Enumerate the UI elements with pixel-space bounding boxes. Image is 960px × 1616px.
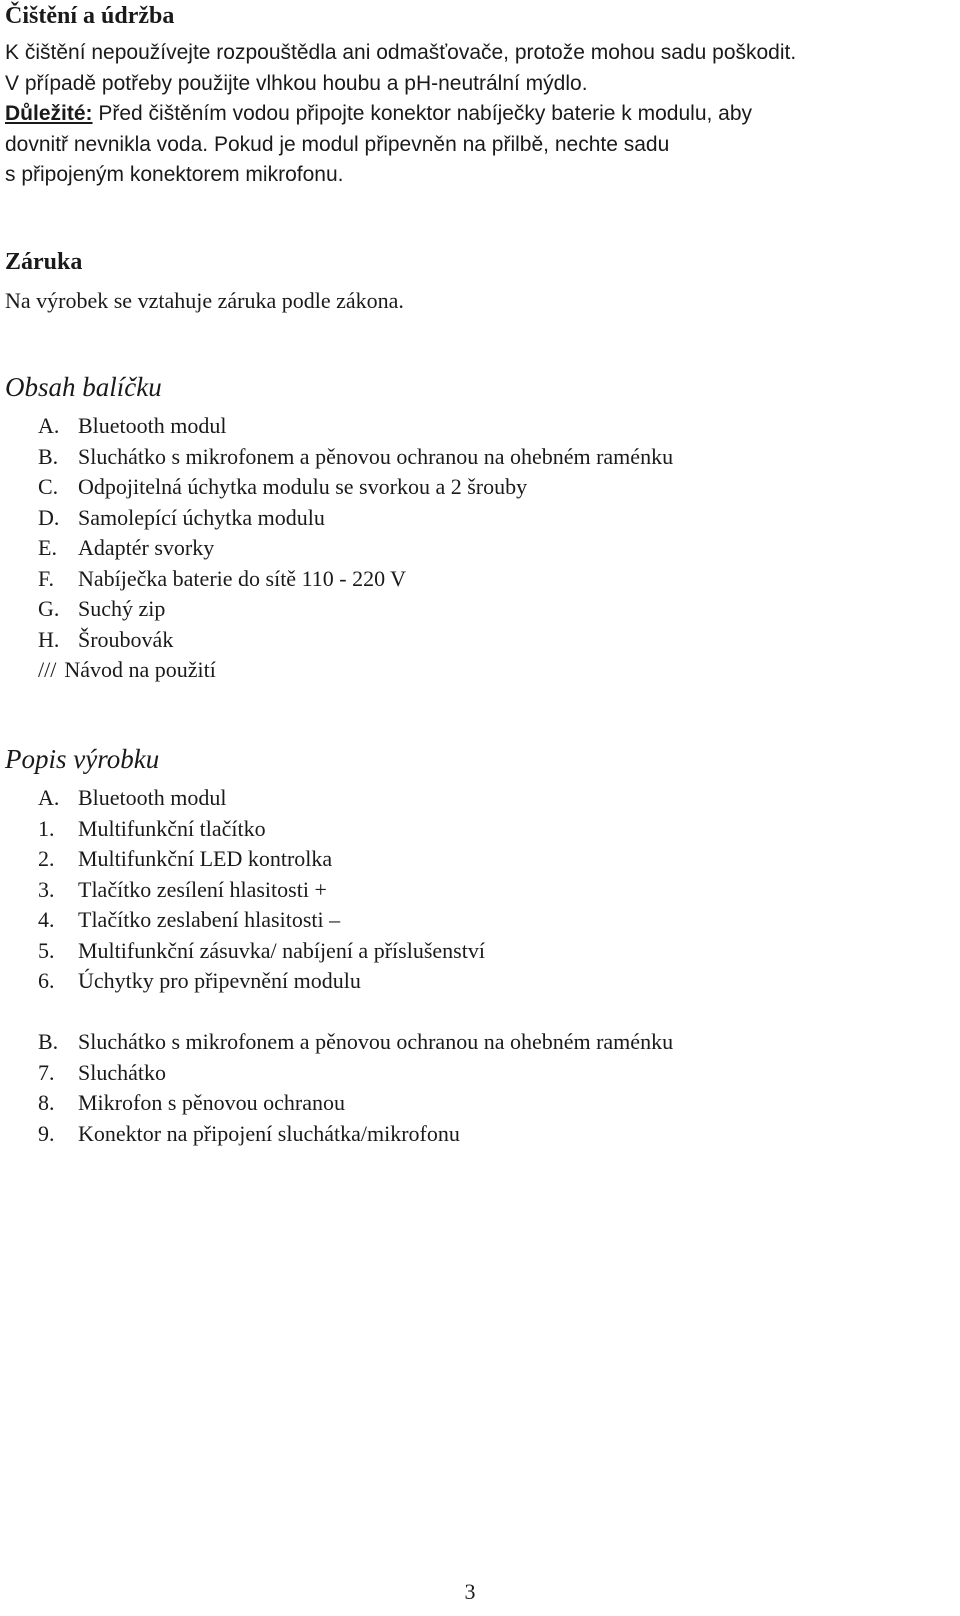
- list-item: 1. Multifunkční tlačítko: [38, 815, 266, 841]
- list-item: C. Odpojitelná úchytka modulu se svorkou a 2 šrouby: [38, 474, 528, 499]
- list-item: A. Bluetooth modul: [38, 413, 227, 438]
- list-item: D. Samolepící úchytka modulu: [38, 504, 325, 530]
- important-label: Důležité:: [5, 102, 93, 125]
- list-item: 9. Konektor na připojení sluchátka/mikrofonu: [38, 1120, 460, 1146]
- list-item: 3. Tlačítko zesílení hlasitosti +: [38, 876, 327, 902]
- list-item: 5. Multifunkční zásuvka/ nabíjení a příslušenství: [38, 937, 485, 963]
- cleaning-line-3: [5, 99, 796, 130]
- list-item: G. Suchý zip: [38, 596, 166, 621]
- description-title: Popis výrobku: [5, 744, 160, 774]
- list-item: 8. Mikrofon s pěnovou ochranou: [38, 1090, 346, 1115]
- list-item: 4. Tlačítko zeslabení hlasitosti –: [38, 907, 341, 932]
- warranty-title: Záruka: [5, 249, 83, 275]
- cleaning-line-3-rest: Před čištěním vodou připojte konektor nabíječky baterie k modulu, aby: [92, 102, 753, 125]
- cleaning-line-1: K čištění nepoužívejte rozpouštědla ani odmašťovače, protože mohou sadu poškodit.: [5, 41, 797, 64]
- cleaning-line-4: dovnitř nevnikla voda. Pokud je modul připevněn na přilbě, nechte sadu: [5, 132, 670, 156]
- list-item: 6. Úchytky pro připevnění modulu: [38, 968, 361, 993]
- cleaning-line-2: V případě potřeby použijte vlhkou houbu a pH-neutrální mýdlo.: [5, 71, 588, 95]
- list-item: F. Nabíječka baterie do sítě 110 - 220 V: [38, 565, 407, 591]
- cleaning-title: Čištění a údržba: [5, 3, 175, 29]
- list-item: A. Bluetooth modul: [38, 785, 227, 810]
- description-list-a: [38, 783, 485, 997]
- cleaning-paragraph: [5, 38, 796, 191]
- list-item: H. Šroubovák: [38, 626, 174, 652]
- description-list-b: [38, 1027, 673, 1149]
- list-item: 7. Sluchátko: [38, 1059, 166, 1085]
- list-item: 2. Multifunkční LED kontrolka: [38, 846, 333, 871]
- page-number: 3: [464, 1579, 476, 1604]
- list-item: B. Sluchátko s mikrofonem a pěnovou ochranou na ohebném raménku: [38, 1029, 674, 1054]
- warranty-text: [5, 286, 404, 317]
- list-item: B. Sluchátko s mikrofonem a pěnovou ochranou na ohebném raménku: [38, 443, 674, 469]
- package-title: Obsah balíčku: [5, 372, 162, 402]
- list-item: /// Návod na použití: [38, 657, 216, 682]
- package-list: [38, 411, 673, 686]
- cleaning-line-5: s připojeným konektorem mikrofonu.: [5, 163, 344, 186]
- warranty-line: Na výrobek se vztahuje záruka podle zákona.: [5, 288, 404, 313]
- list-item: E. Adaptér svorky: [38, 535, 215, 560]
